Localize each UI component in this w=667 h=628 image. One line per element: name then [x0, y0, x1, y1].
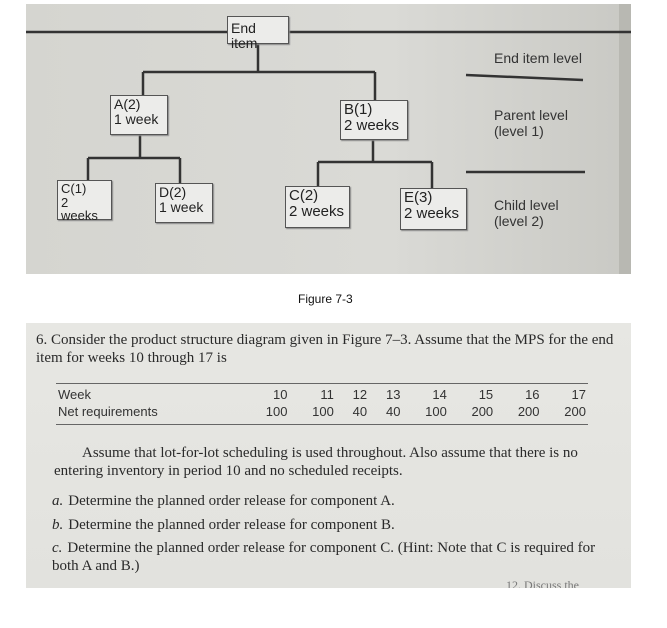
- question-a: [52, 492, 395, 510]
- week-cell: 17: [571, 387, 586, 402]
- question-b: [52, 516, 395, 534]
- question-c-text: Determine the planned order release for component C. (Hint: Note that C is required for both A and B.): [52, 540, 596, 574]
- table-bottom-rule: [56, 424, 588, 425]
- requirement-cell: 40: [385, 404, 401, 419]
- node-d: [155, 183, 213, 223]
- node-d-lead-time: 1 week: [159, 198, 204, 215]
- requirement-cell: 200: [517, 404, 540, 419]
- week-label: Week: [58, 387, 91, 402]
- node-a: [110, 95, 168, 135]
- requirement-cell: 100: [265, 404, 288, 419]
- node-c1-name: C(1): [61, 181, 87, 196]
- question-b-letter: b.: [52, 517, 64, 533]
- week-row: [56, 386, 588, 403]
- node-c-under-a: [57, 180, 112, 224]
- question-b-text: Determine the planned order release for component B.: [68, 517, 395, 533]
- question-a-letter: a.: [52, 493, 64, 509]
- week-cell: 14: [432, 387, 447, 402]
- table-top-rule: [56, 383, 588, 384]
- cut-off-next-problem: 12. Discuss the: [506, 578, 579, 588]
- parent-level-label: [494, 107, 568, 139]
- week-cell: 10: [273, 387, 288, 402]
- assumption-paragraph: Assume that lot-for-lot scheduling is used throughout. Also assume that there is no entering inventory in period 10 and no scheduled receipts.: [54, 445, 578, 479]
- node-a-name: A(2): [114, 96, 141, 112]
- requirement-cell: 100: [425, 404, 447, 419]
- net-requirements-row: [56, 403, 588, 420]
- node-e: [400, 188, 467, 230]
- requirement-cell: 100: [312, 404, 334, 419]
- question-c: [52, 539, 612, 575]
- node-c2-name: C(2): [289, 187, 319, 204]
- node-e-name: E(3): [404, 189, 433, 206]
- requirement-cell: 200: [564, 404, 586, 419]
- child-level-label: [494, 197, 559, 229]
- problem-prompt-text: Consider the product structure diagram given in Figure 7–3. Assume that the MPS for the end item for weeks 10 through 17 is: [36, 332, 614, 366]
- problem-prompt: [36, 331, 621, 367]
- parent-level-line2: (level 1): [494, 123, 544, 140]
- node-e-lead-time: 2 weeks: [404, 204, 460, 222]
- problem-photo: [26, 323, 631, 588]
- node-b: [340, 100, 408, 140]
- node-a-lead-time: 1 week: [114, 110, 159, 127]
- node-c2-lead-time: 2 weeks: [289, 202, 345, 220]
- child-level-line2: (level 2): [494, 213, 544, 230]
- week-cell: 11: [320, 387, 334, 402]
- question-c-letter: c.: [52, 540, 63, 556]
- parent-level-line1: Parent level: [494, 107, 568, 123]
- problem-number: 6.: [36, 332, 48, 348]
- node-c-under-b: [285, 186, 350, 228]
- requirement-cell: 40: [352, 404, 368, 419]
- week-cell: 12: [352, 387, 368, 402]
- question-a-text: Determine the planned order release for component A.: [68, 493, 395, 509]
- end-item-level-label: [494, 50, 582, 66]
- node-b-name: B(1): [344, 101, 373, 118]
- figure-caption: Figure 7-3: [298, 292, 353, 306]
- child-level-line1: Child level: [494, 197, 559, 213]
- end-item-node: [227, 16, 289, 51]
- net-requirements-label: Net requirements: [58, 404, 158, 419]
- end-item-level-text: End item level: [494, 50, 582, 66]
- week-cell: 15: [478, 387, 494, 402]
- end-item-label: End item: [231, 20, 258, 51]
- node-b-lead-time: 2 weeks: [344, 116, 400, 134]
- mps-table: [56, 386, 588, 420]
- node-c1-lead-time: 2 weeks: [61, 194, 98, 224]
- requirement-cell: 200: [471, 404, 494, 419]
- week-cell: 13: [385, 387, 401, 402]
- week-cell: 16: [525, 387, 540, 402]
- node-d-name: D(2): [159, 184, 187, 200]
